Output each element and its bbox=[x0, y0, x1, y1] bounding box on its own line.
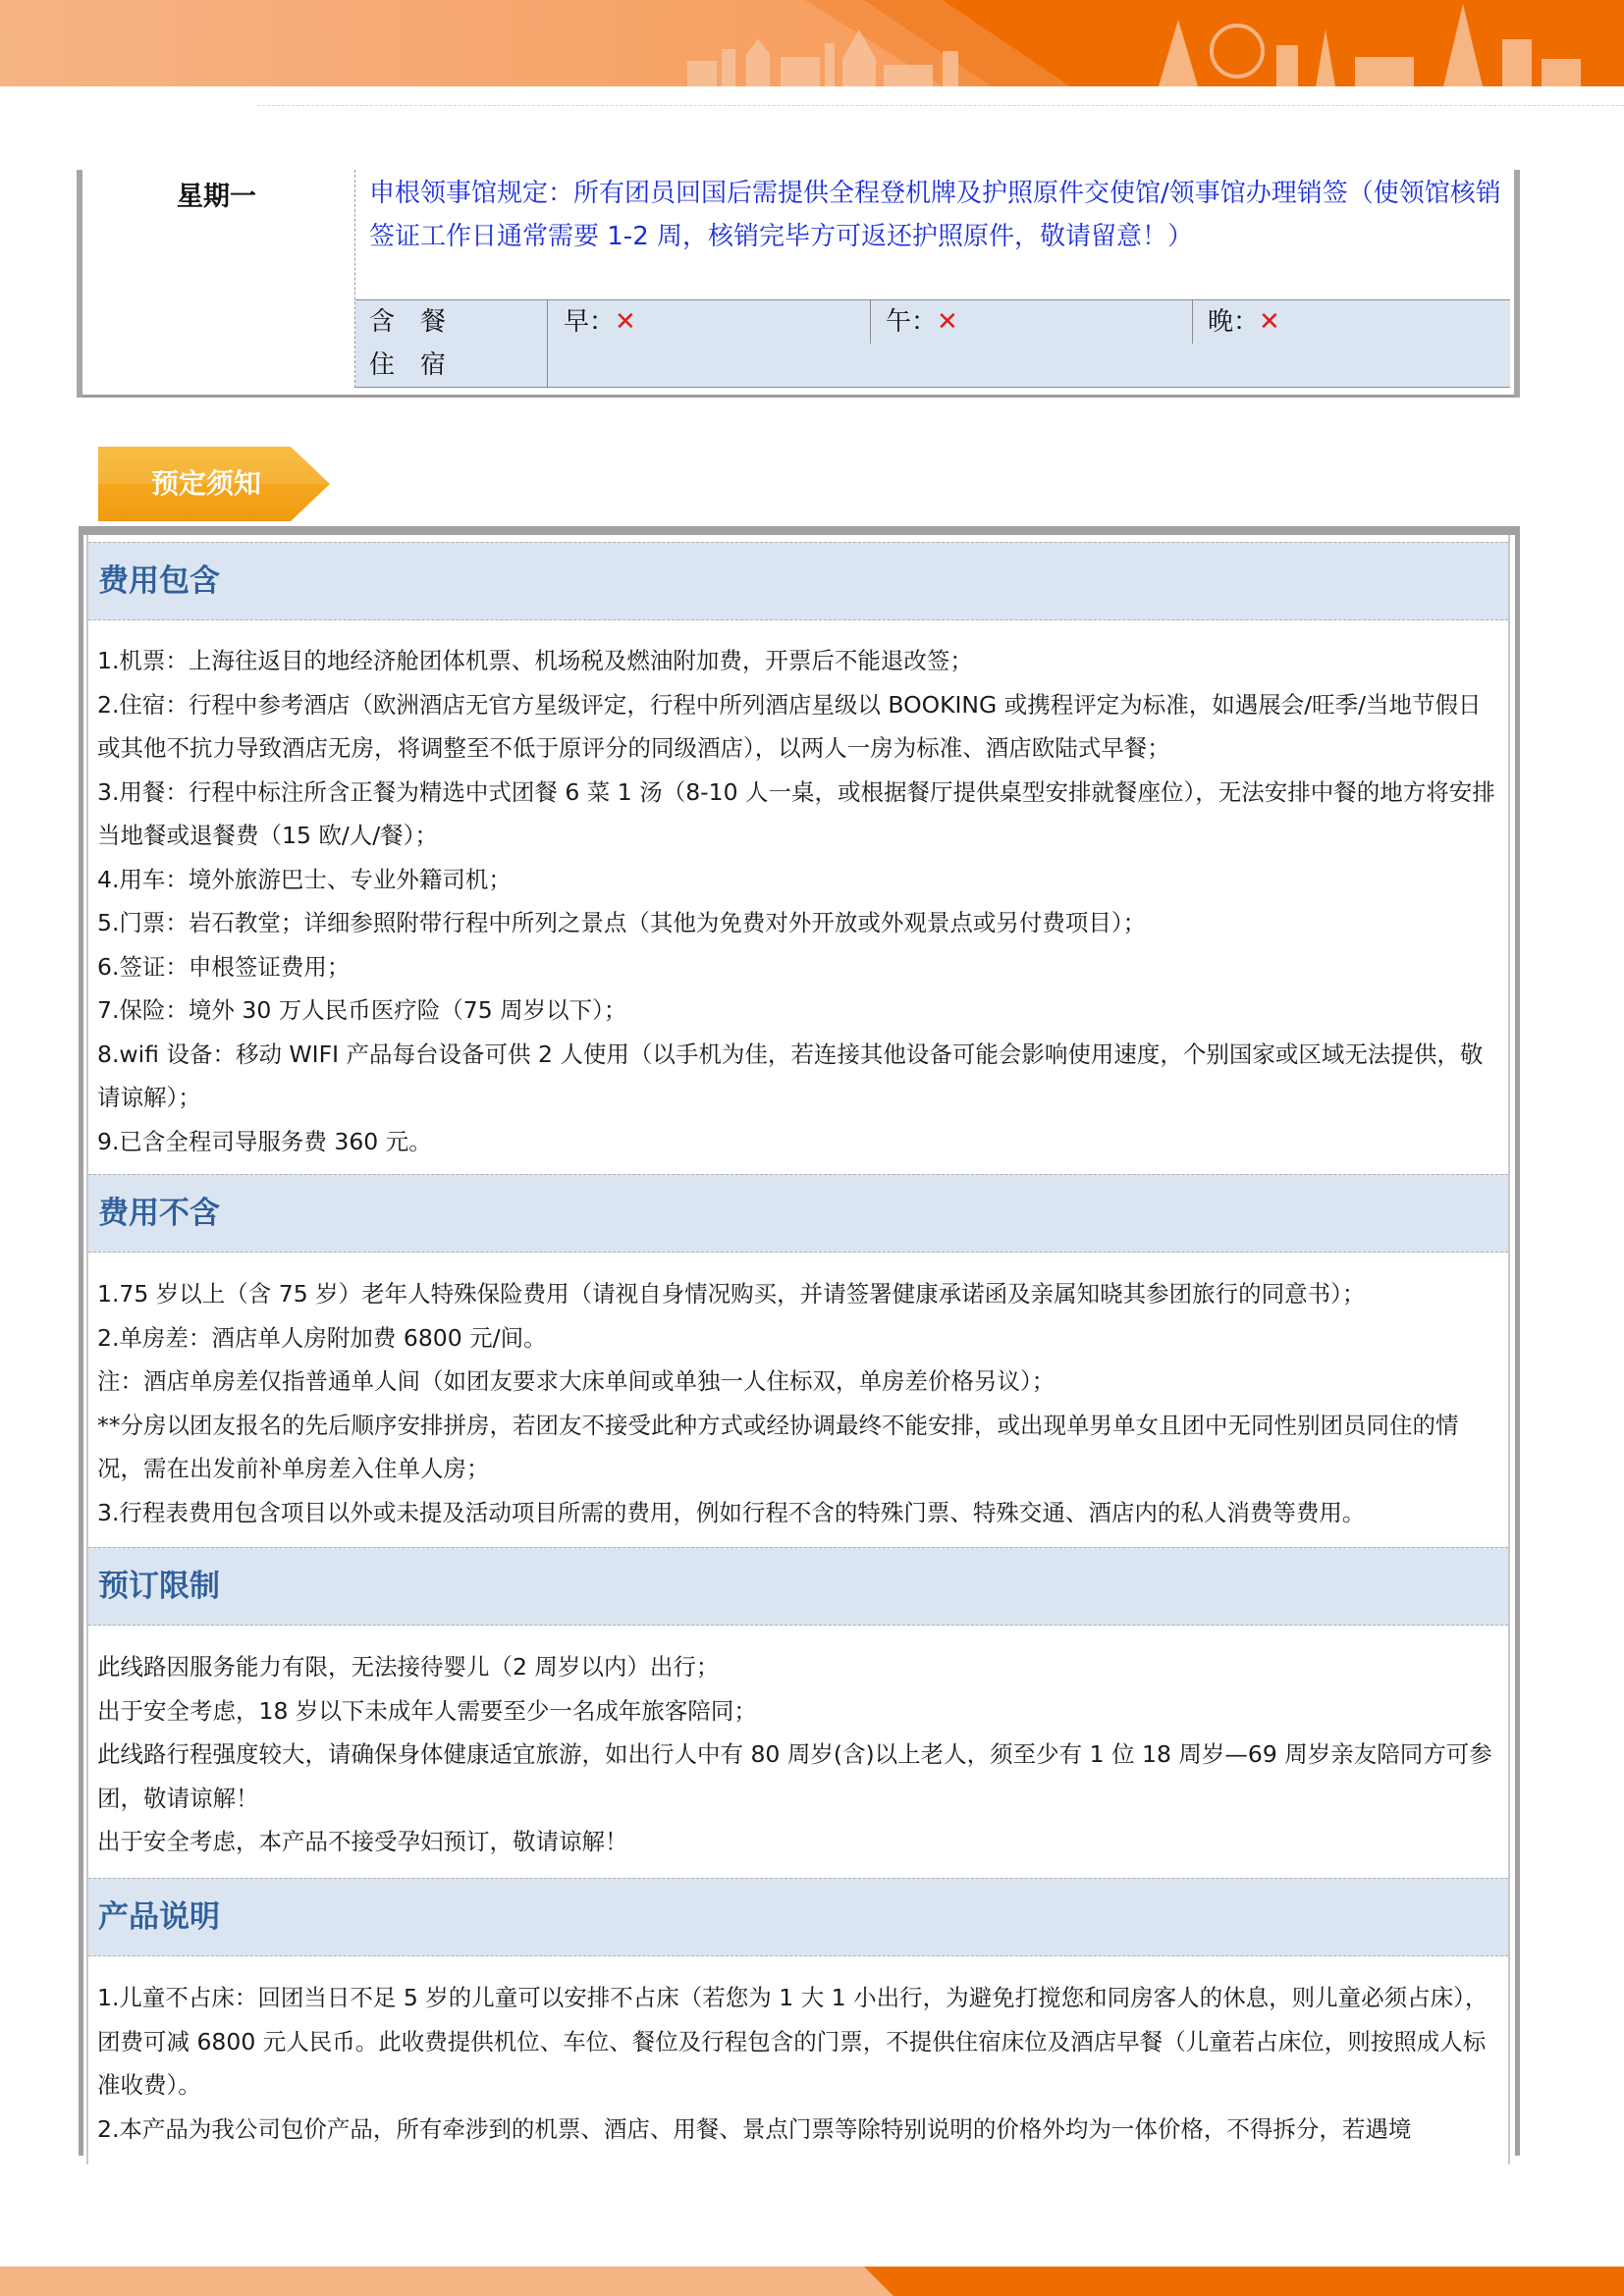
booking-notice-title: 预定须知 bbox=[150, 467, 261, 500]
divider bbox=[870, 300, 871, 344]
section-body-booking-restrictions bbox=[97, 1645, 1501, 1864]
header-dashed-rule bbox=[257, 105, 1624, 106]
lunch-cell bbox=[886, 300, 958, 344]
day-description: 申根领事馆规定：所有团员回国后需提供全程登机牌及护照原件交使馆/领事馆办理销签（使领馆核销签证工作日通常需要 1-2 周，核销完毕方可返还护照原件，敬请留意！） bbox=[369, 179, 1501, 251]
meals-label: 含 餐 bbox=[369, 307, 447, 337]
lunch-cross-icon: ✕ bbox=[937, 307, 958, 337]
section-body-fees-included bbox=[97, 639, 1501, 1163]
hotel-row bbox=[355, 344, 1510, 388]
day-table-frame-right bbox=[1514, 170, 1520, 398]
list-item: 5.门票：岩石教堂；详细参照附带行程中所列之景点（其他为免费对外开放或外观景点或另付费项目）； bbox=[97, 909, 1147, 936]
header-banner bbox=[0, 0, 1624, 86]
list-item: 1.机票：上海往返目的地经济舱团体机票、机场税及燃油附加费，开票后不能退改签； bbox=[97, 647, 973, 674]
day-label: 星期一 bbox=[177, 182, 256, 212]
footer-banner bbox=[0, 2267, 1624, 2296]
notice-box-top-border bbox=[79, 526, 1520, 535]
section-header-fees-included bbox=[88, 542, 1508, 620]
list-item: 2.本产品为我公司包价产品，所有牵涉到的机票、酒店、用餐、景点门票等除特别说明的价格外均为一体价格，不得拆分，若遇境 bbox=[97, 2114, 1412, 2143]
section-header-fees-excluded bbox=[88, 1174, 1508, 1253]
dinner-cell bbox=[1208, 300, 1280, 344]
breakfast-cross-icon: ✕ bbox=[615, 307, 636, 337]
list-item: 1.75 岁以上（含 75 岁）老年人特殊保险费用（请视自身情况购买，并请签署健康承诺函及亲属知晓其参团旅行的同意书）； bbox=[97, 1280, 1366, 1308]
divider bbox=[547, 300, 548, 344]
list-item: 1.儿童不占床：回团当日不足 5 岁的儿童可以安排不占床（若您为 1 大 1 小出行，为避免打搅您和同房客人的休息，则儿童必须占床），团费可减 6800 元人民币。此收费提供机位、车位、餐位及行程包含的门票，不提供住宿床位及酒店早餐（儿童若占床位，则按照成人标准收费）。 bbox=[97, 1984, 1489, 2099]
dinner-label: 晚： bbox=[1208, 307, 1260, 337]
list-item: **分房以团友报名的先后顺序安排拼房，若团友不接受此种方式或经协调最终不能安排，或出现单男单女且团中无同性别团员同住的情况，需在出发前补单房差入住单人房； bbox=[97, 1411, 1459, 1482]
section-body-fees-excluded bbox=[97, 1272, 1501, 1534]
list-item: 此线路因服务能力有限，无法接待婴儿（2 周岁以内）出行； bbox=[97, 1653, 720, 1681]
section-title: 产品说明 bbox=[98, 1899, 220, 1935]
section-title: 预订限制 bbox=[98, 1569, 220, 1604]
notice-box-inner-right bbox=[1508, 535, 1510, 2164]
breakfast-label: 早： bbox=[564, 307, 616, 337]
list-item: 3.用餐：行程中标注所含正餐为精选中式团餐 6 菜 1 汤（8-10 人一桌，或根据餐厅提供桌型安排就餐座位），无法安排中餐的地方将安排当地餐或退餐费（15 欧/人/餐）； bbox=[97, 777, 1495, 849]
list-item: 出于安全考虑，本产品不接受孕妇预订，敬请谅解！ bbox=[97, 1828, 628, 1855]
breakfast-cell bbox=[564, 300, 636, 344]
list-item: 4.用车：境外旅游巴士、专业外籍司机； bbox=[97, 865, 512, 893]
section-title: 费用不含 bbox=[98, 1196, 220, 1231]
list-item: 7.保险：境外 30 万人民币医疗险（75 周岁以下）； bbox=[97, 996, 627, 1024]
list-item: 2.单房差：酒店单人房附加费 6800 元/间。 bbox=[97, 1323, 547, 1352]
list-item: 2.住宿：行程中参考酒店（欧洲酒店无官方星级评定，行程中所列酒店星级以 BOOKING 或携程评定为标准，如遇展会/旺季/当地节假日或其他不抗力导致酒店无房，将调整至不低于原评分的同级酒店），以两人一房为标准、酒店欧陆式早餐； bbox=[97, 690, 1482, 762]
lunch-label: 午： bbox=[886, 307, 938, 337]
section-title: 费用包含 bbox=[98, 563, 220, 599]
section-body-product-description bbox=[97, 1976, 1501, 2151]
list-item: 9.已含全程司导服务费 360 元。 bbox=[97, 1127, 432, 1155]
list-item: 8.wifi 设备：移动 WIFI 产品每台设备可供 2 人使用（以手机为佳，若连接其他设备可能会影响使用速度，个别国家或区域无法提供，敬请谅解）； bbox=[97, 1040, 1484, 1111]
list-item: 此线路行程强度较大，请确保身体健康适宜旅游，如出行人中有 80 周岁(含)以上老人，须至少有 1 位 18 周岁—69 周岁亲友陪同方可参团，敬请谅解！ bbox=[97, 1740, 1492, 1812]
list-item: 6.签证：申根签证费用； bbox=[97, 952, 351, 981]
list-item: 出于安全考虑，18 岁以下未成年人需要至少一名成年旅客陪同； bbox=[97, 1696, 757, 1725]
list-item: 3.行程表费用包含项目以外或未提及活动项目所需的费用，例如行程不含的特殊门票、特殊交通、酒店内的私人消费等费用。 bbox=[97, 1498, 1366, 1526]
section-header-booking-restrictions bbox=[88, 1547, 1508, 1626]
divider bbox=[547, 344, 548, 387]
divider bbox=[1192, 300, 1193, 344]
list-item: 注：酒店单房差仅指普通单人间（如团友要求大床单间或单独一人住标双，单房差价格另议）； bbox=[97, 1367, 1056, 1395]
hotel-label: 住 宿 bbox=[369, 350, 447, 380]
meals-row bbox=[355, 299, 1510, 345]
section-header-product-description bbox=[88, 1878, 1508, 1956]
dinner-cross-icon: ✕ bbox=[1259, 307, 1280, 337]
